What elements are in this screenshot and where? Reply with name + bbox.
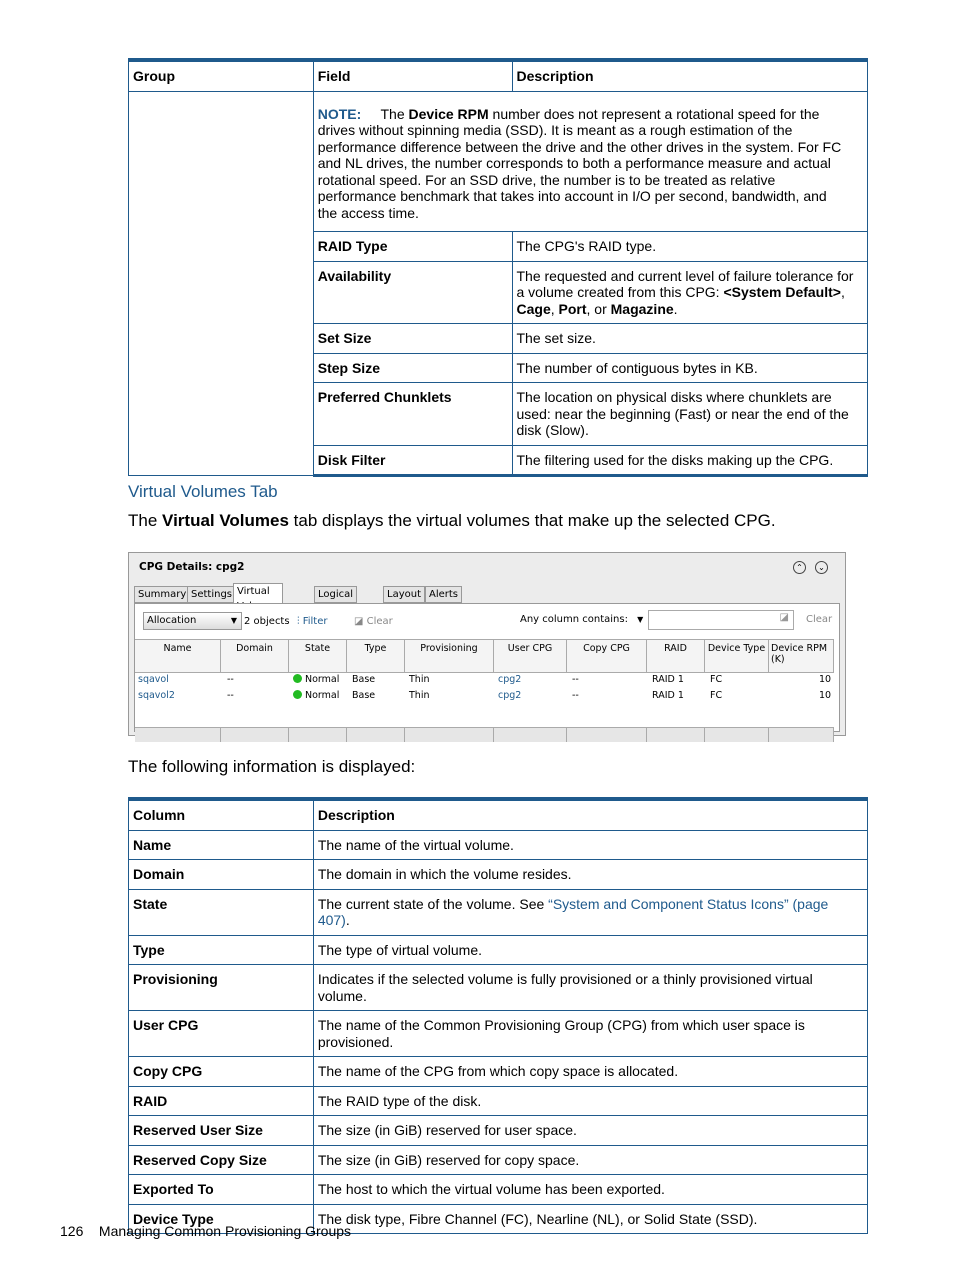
grid-footer-cell [494,727,567,742]
desc-cell [313,889,867,935]
normal-status-icon [293,674,302,683]
column-name-cell: Provisioning [129,965,314,1011]
table-row [129,1086,868,1116]
desc-cell: The RAID type of the disk. [313,1086,867,1116]
desc-cell: The filtering used for the disks making up the CPG. [512,445,868,476]
desc-cell: The name of the Common Provisioning Group (CPG) from which user space is provisioned. [313,1011,867,1057]
device-type-value: FC [710,690,723,701]
field-cell: Preferred Chunklets [313,383,512,446]
table-row [129,889,868,935]
field-cell: Step Size [313,353,512,383]
provisioning-value: Thin [409,690,430,701]
grid-footer-cell [769,727,834,742]
note-text-pre: The [380,105,409,122]
column-header-device-rpm[interactable] [769,639,834,673]
header-field: Field [313,60,512,91]
tab-summary[interactable]: Summary [134,586,190,603]
state-value [293,674,339,685]
device-rpm-value: 10 [819,674,832,685]
desc-bold: Cage [516,300,551,317]
grid-footer-cell [405,727,494,742]
grid-footer-cell [647,727,705,742]
desc-text: . [345,912,350,928]
column-name-cell: Device Type [129,1204,314,1234]
column-label: State [304,643,331,654]
column-header-state[interactable] [289,639,347,673]
grid-footer-cell [705,727,769,742]
column-header-raid[interactable] [647,639,705,673]
desc-cell: The disk type, Fibre Channel (FC), Nearline (NL), or Solid State (SSD). [313,1204,867,1234]
tab-logical-disks[interactable]: Logical [314,586,357,603]
device-rpm-value: 10 [819,690,832,701]
header-description: Description [313,799,867,830]
copy-cpg-value: -- [572,690,579,701]
user-cpg-link[interactable]: cpg2 [498,674,522,685]
field-cell: Disk Filter [313,445,512,476]
column-label: Type [364,643,387,654]
provisioning-value: Thin [409,674,430,685]
page-number: 126 [60,1223,84,1239]
desc-cell: The size (in GiB) reserved for user space. [313,1116,867,1146]
column-label: Name [163,643,192,654]
column-header-name[interactable] [135,639,221,673]
table-row [129,965,868,1011]
tab-alerts[interactable]: Alerts [425,586,462,603]
grid-footer-cell [567,727,647,742]
header-column: Column [129,799,314,830]
grid-footer-cell [221,727,289,742]
table-header-row [129,60,868,91]
state-label: Normal [305,674,340,685]
type-value: Base [352,690,376,701]
column-label: User CPG [507,643,553,654]
desc-text: , or [586,300,611,317]
desc-cell: The location on physical disks where chunklets are used: near the beginning (Fast) or near the end of the disk (Slow). [512,383,868,446]
expand-down-icon[interactable]: ⌄ [815,561,828,574]
filter-button[interactable] [297,616,327,627]
field-cell: RAID Type [313,232,512,262]
copy-cpg-value: -- [572,674,579,685]
desc-bold: <System Default> [723,284,841,300]
normal-status-icon [293,690,302,699]
volume-name-link[interactable]: sqavol [138,674,169,685]
column-name-cell: Name [129,830,314,860]
dropdown-arrow-icon: ▼ [230,616,237,625]
tab-virtual-volumes[interactable]: Virtual [233,583,283,603]
column-header-copy-cpg[interactable] [567,639,647,673]
intro-text: The [128,511,163,530]
desc-cell: The size (in GiB) reserved for copy space. [313,1145,867,1175]
field-cell: Set Size [313,324,512,354]
grid-footer-cell [347,727,405,742]
intro-text: tab displays the virtual volumes that make up the selected CPG. [288,511,776,530]
section-heading: Virtual Volumes Tab [128,482,278,501]
header-group: Group [129,60,314,91]
note-label: NOTE: [317,105,362,122]
tab-settings[interactable]: Settings [187,586,236,603]
field-cell: Availability [313,261,512,324]
view-dropdown[interactable] [143,612,242,630]
table-header-row [129,799,868,830]
table-row [129,935,868,965]
desc-bold: Port [558,300,587,317]
desc-text: . [673,300,678,317]
type-value: Base [352,674,376,685]
column-header-user-cpg[interactable] [494,639,567,673]
column-name-cell: Reserved User Size [129,1116,314,1146]
desc-cell: The number of contiguous bytes in KB. [512,353,868,383]
domain-value: -- [227,674,234,685]
desc-cell: The name of the virtual volume. [313,830,867,860]
object-count: 2 objects [244,616,290,627]
column-label: Domain [236,643,273,654]
collapse-up-icon[interactable]: ⌃ [793,561,806,574]
table-row [129,860,868,890]
status-icons-link[interactable]: “System and Component Status Icons” (page 407) [317,895,829,928]
desc-bold: Magazine [610,300,674,317]
device-type-value: FC [710,674,723,685]
column-name-cell: Type [129,935,314,965]
column-header-provisioning[interactable] [405,639,494,673]
columns-table [128,797,868,1234]
volumes-pane [134,603,840,732]
grid-footer-cell [289,727,347,742]
column-name-cell: Copy CPG [129,1057,314,1087]
state-label: Normal [305,690,340,701]
table-row [129,830,868,860]
search-input[interactable] [648,610,794,630]
cpg-fields-table [128,58,868,477]
dropdown-arrow-icon: ▼ [637,615,644,624]
tab-layout[interactable]: Layout [383,586,425,603]
desc-cell: The host to which the virtual volume has been exported. [313,1175,867,1205]
column-name-cell: Reserved Copy Size [129,1145,314,1175]
desc-cell [512,261,868,324]
column-name-cell: User CPG [129,1011,314,1057]
column-label: Copy CPG [583,643,630,654]
desc-text: , [550,300,559,317]
column-name-cell: RAID [129,1086,314,1116]
domain-value: -- [227,690,234,701]
column-label: Device RPM (K) [771,643,828,665]
desc-cell: The name of the CPG from which copy space is allocated. [313,1057,867,1087]
desc-cell: The type of virtual volume. [313,935,867,965]
column-header-type[interactable] [347,639,405,673]
page-footer [60,1223,351,1239]
user-cpg-link[interactable]: cpg2 [498,690,522,701]
column-name-cell: State [129,889,314,935]
note-bold: Device RPM [408,105,489,122]
table-row [129,1057,868,1087]
raid-value: RAID 1 [652,674,684,685]
table-row [129,1116,868,1146]
column-header-device-type[interactable] [705,639,769,673]
column-filter-label: Any column contains: [520,614,628,625]
desc-cell: The domain in which the volume resides. [313,860,867,890]
desc-text: The current state of the volume. See [317,895,549,912]
desc-text: , [840,284,845,300]
table-row [129,1145,868,1175]
column-filter-select[interactable] [520,614,643,625]
panel-title: CPG Details: cpg2 [139,561,245,573]
filter-icon: ⫶ [297,616,300,627]
filter-label: Filter [302,616,328,627]
clear-filter-button[interactable] [354,616,393,627]
intro-bold: Virtual Volumes [162,511,289,530]
column-name-cell: Exported To [129,1175,314,1205]
note-cell [313,91,867,232]
group-cell [129,91,314,476]
grid-footer-cell [135,727,221,742]
table-row [129,91,868,232]
column-label: Device Type [707,643,766,654]
clear-search-button[interactable]: Clear [806,614,833,625]
table-row [129,1175,868,1205]
volume-name-link[interactable]: sqavol2 [138,690,175,701]
column-header-domain[interactable] [221,639,289,673]
dropdown-value: Allocation [147,615,197,626]
column-name-cell: Domain [129,860,314,890]
desc-cell: Indicates if the selected volume is fully provisioned or a thinly provisioned virtual volume. [313,965,867,1011]
following-paragraph: The following information is displayed: [128,757,416,776]
raid-value: RAID 1 [652,690,684,701]
intro-paragraph [128,511,776,531]
chapter-title: Managing Common Provisioning Groups [98,1223,352,1239]
desc-text: The requested and current level of failure tolerance for a volume created from this CPG: [516,267,854,300]
table-row [129,1011,868,1057]
cpg-details-panel [128,552,846,736]
clear-label: Clear [366,616,393,627]
column-label: Provisioning [420,643,478,654]
eraser-icon: ◪ [779,612,789,623]
eraser-icon: ◪ [354,616,364,627]
desc-cell: The set size. [512,324,868,354]
note-text: number does not represent a rotational speed for the drives without spinning media (SSD). It is meant as a rough estimation of the performance difference between the drive and the other drives in the system. For FC and NL drives, the number corresponds to both a performance measure and actual rotational speed. For an SSD drive, the number is to be treated as relative performance benchmark that takes into account in I/O per second, bandwidth, and the access time. [317,105,842,221]
column-label: RAID [664,643,687,654]
state-value [293,690,339,701]
desc-cell: The CPG's RAID type. [512,232,868,262]
header-description: Description [512,60,868,91]
